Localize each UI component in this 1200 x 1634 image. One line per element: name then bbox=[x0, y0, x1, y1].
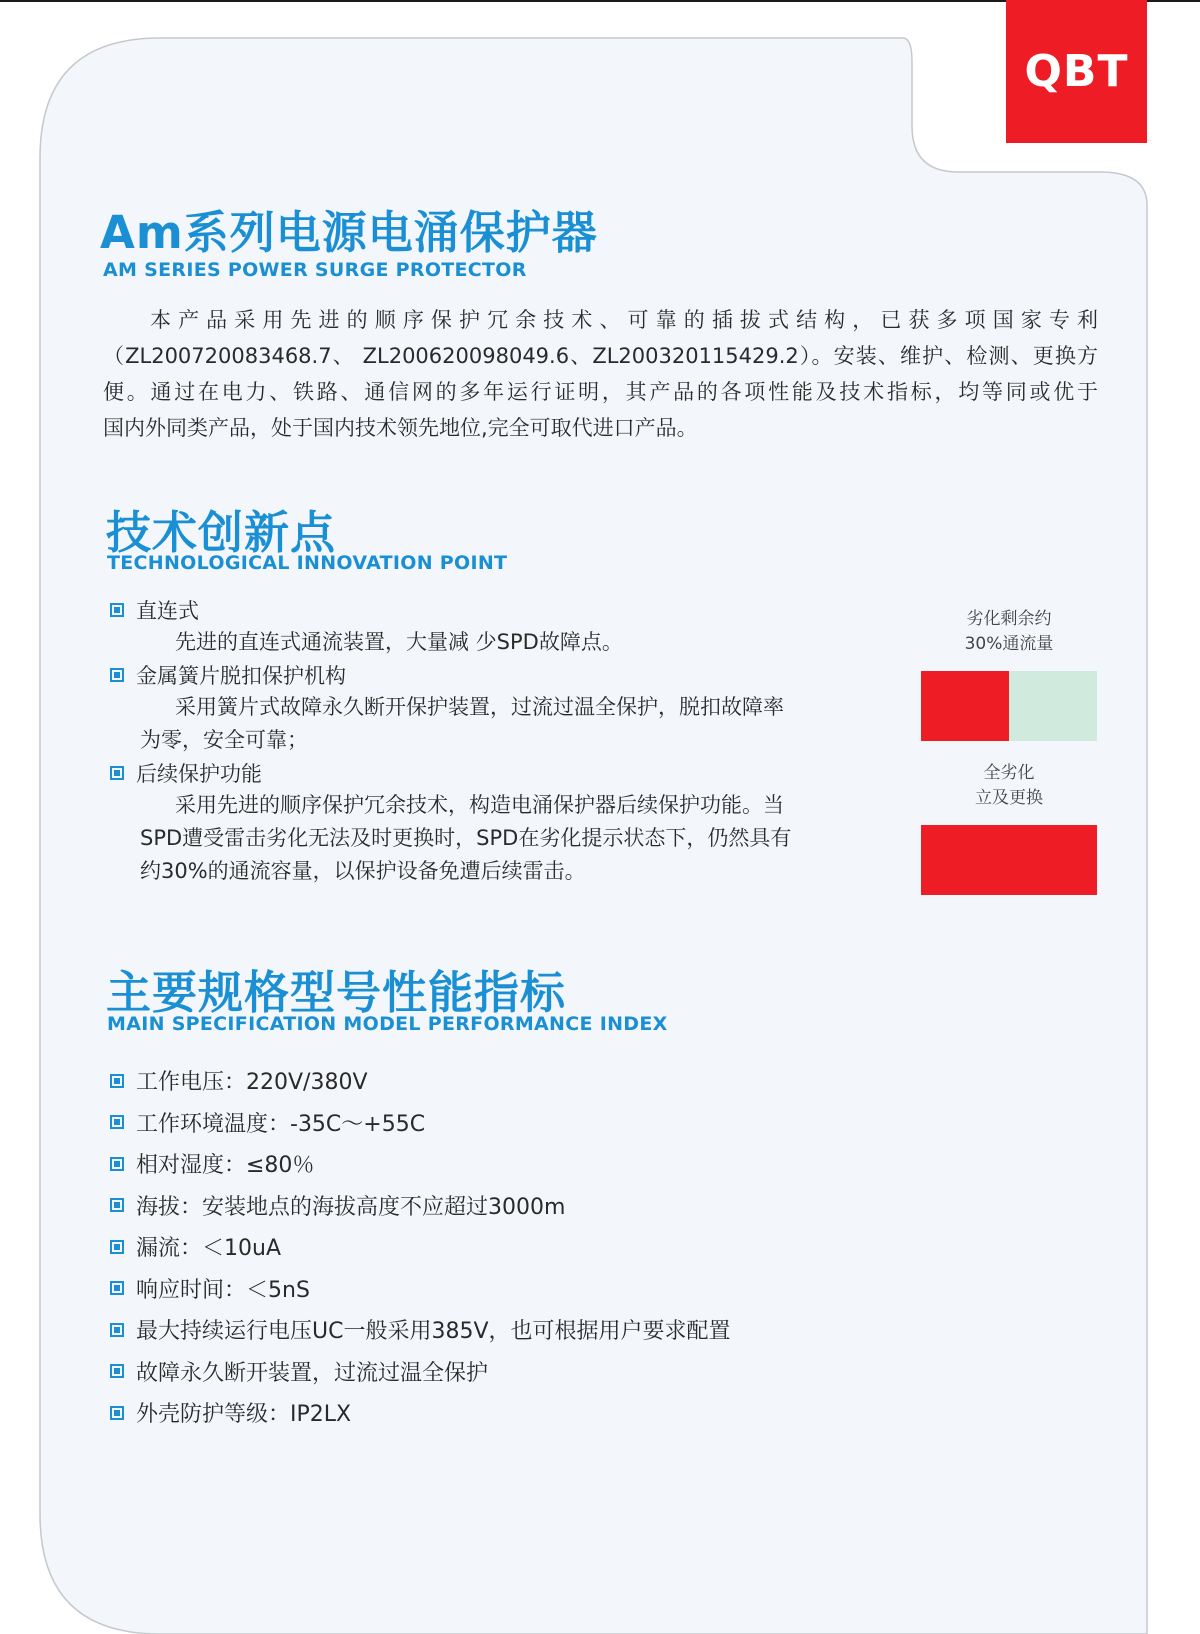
intro-line: 本产品采用先进的顺序保护冗余技术、可靠的插拔式结构，已获多项国家专利 bbox=[150, 308, 1098, 332]
square-bullet-icon bbox=[110, 1240, 124, 1254]
intro-paragraph bbox=[103, 302, 1098, 446]
spec-text: 海拔：安装地点的海拔高度不应超过3000m bbox=[136, 1194, 566, 1220]
innovation-item-label: 金属簧片脱扣保护机构 bbox=[136, 664, 346, 688]
square-bullet-icon bbox=[110, 1198, 124, 1212]
indicator-rest bbox=[1009, 671, 1097, 741]
indicator-caption: 立及更换 bbox=[975, 788, 1043, 808]
page-title: Am系列电源电涌保护器 bbox=[100, 206, 598, 259]
list-item bbox=[110, 1185, 731, 1227]
square-bullet-icon bbox=[110, 1281, 124, 1295]
indicator-partial bbox=[921, 607, 1097, 741]
innovation-item-desc: 采用先进的顺序保护冗余技术，构造电涌保护器后续保护功能。当 bbox=[175, 793, 784, 817]
indicator-fill bbox=[921, 825, 1097, 895]
innovation-item-desc: 约30%的通流容量，以保护设备免遭后续雷击。 bbox=[140, 859, 586, 883]
indicator-caption: 全劣化 bbox=[983, 763, 1035, 783]
innovation-list bbox=[110, 594, 880, 888]
square-bullet-icon bbox=[110, 603, 124, 617]
list-item bbox=[110, 1102, 731, 1144]
intro-line: （ZL200720083468.7、 ZL200620098049.6、ZL200320115429.2）。安装、维护、检测、更换方 bbox=[103, 344, 1098, 368]
page-subtitle: AM SERIES POWER SURGE PROTECTOR bbox=[103, 259, 527, 281]
square-bullet-icon bbox=[110, 668, 124, 682]
square-bullet-icon bbox=[110, 1364, 124, 1378]
specs-title: 主要规格型号性能指标 bbox=[106, 966, 567, 1019]
innovation-item-desc: 先进的直连式通流装置，大量减 少SPD故障点。 bbox=[175, 630, 623, 654]
list-item bbox=[110, 1060, 731, 1102]
spec-text: 相对湿度：≤80％ bbox=[136, 1153, 315, 1179]
spec-text: 工作环境温度：-35C～+55C bbox=[136, 1111, 426, 1137]
innovation-item-desc: 采用簧片式故障永久断开保护装置，过流过温全保护，脱扣故障率 bbox=[175, 695, 784, 719]
innovation-item-desc: 为零，安全可靠； bbox=[140, 728, 308, 752]
innovation-subtitle: TECHNOLOGICAL INNOVATION POINT bbox=[107, 552, 508, 574]
logo-text: QBT bbox=[1024, 46, 1129, 97]
specs-list bbox=[110, 1060, 731, 1434]
square-bullet-icon bbox=[110, 1074, 124, 1088]
list-item bbox=[110, 1392, 731, 1434]
spec-text: 工作电压：220V/380V bbox=[136, 1070, 368, 1096]
list-item bbox=[110, 1226, 731, 1268]
square-bullet-icon bbox=[110, 1323, 124, 1337]
indicator-bar bbox=[921, 825, 1097, 895]
indicator-fill bbox=[921, 671, 1009, 741]
list-item bbox=[110, 594, 880, 659]
indicator-caption: 30%通流量 bbox=[964, 634, 1054, 654]
indicator-caption: 劣化剩余约 bbox=[966, 609, 1052, 629]
specs-subtitle: MAIN SPECIFICATION MODEL PERFORMANCE INDEX bbox=[107, 1013, 668, 1035]
intro-line: 国内外同类产品，处于国内技术领先地位,完全可取代进口产品。 bbox=[103, 416, 698, 440]
innovation-title: 技术创新点 bbox=[106, 506, 337, 559]
list-item bbox=[110, 1351, 731, 1393]
square-bullet-icon bbox=[110, 1406, 124, 1420]
spec-text: 故障永久断开装置，过流过温全保护 bbox=[136, 1360, 489, 1386]
square-bullet-icon bbox=[110, 1115, 124, 1129]
list-item bbox=[110, 659, 880, 757]
square-bullet-icon bbox=[110, 1157, 124, 1171]
spec-text: 漏流：＜10uA bbox=[136, 1236, 281, 1262]
intro-line: 便。通过在电力、铁路、通信网的多年运行证明，其产品的各项性能及技术指标，均等同或优于 bbox=[103, 380, 1098, 404]
innovation-item-desc: SPD遭受雷击劣化无法及时更换时，SPD在劣化提示状态下，仍然具有 bbox=[140, 826, 792, 850]
spec-text: 外壳防护等级：IP2LX bbox=[136, 1402, 352, 1428]
list-item bbox=[110, 757, 880, 888]
spec-text: 最大持续运行电压UC一般采用385V，也可根据用户要求配置 bbox=[136, 1319, 731, 1345]
list-item bbox=[110, 1143, 731, 1185]
innovation-item-label: 直连式 bbox=[136, 599, 199, 623]
innovation-item-label: 后续保护功能 bbox=[136, 762, 262, 786]
spec-text: 响应时间：＜5nS bbox=[136, 1277, 310, 1303]
square-bullet-icon bbox=[110, 766, 124, 780]
list-item bbox=[110, 1268, 731, 1310]
indicator-full bbox=[921, 761, 1097, 895]
indicator-bar bbox=[921, 671, 1097, 741]
list-item bbox=[110, 1309, 731, 1351]
